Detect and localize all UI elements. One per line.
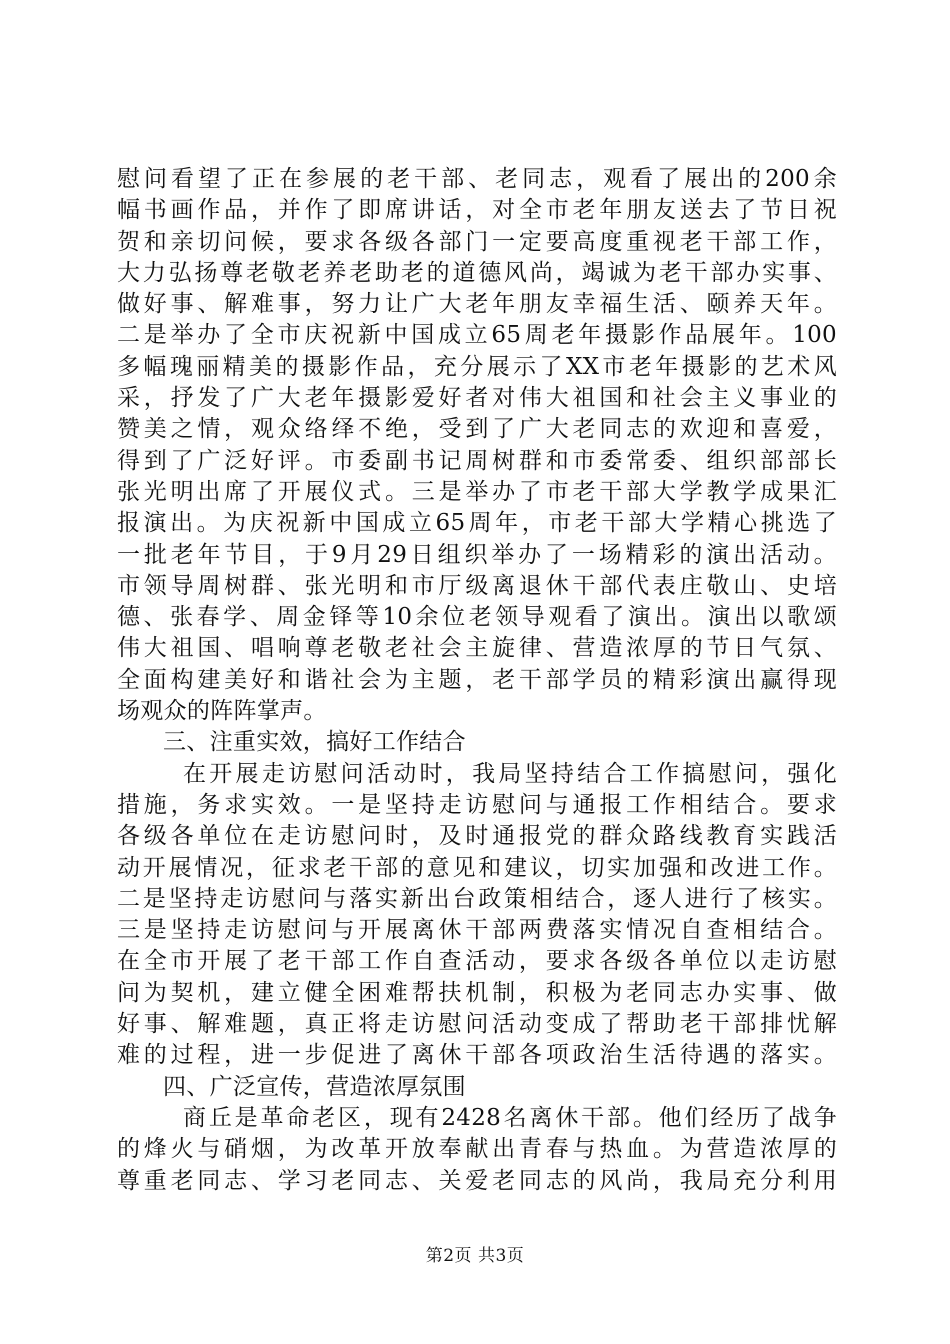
text-line: 采，抒发了广大老年摄影爱好者对伟大祖国和社会主义事业的 [117, 385, 837, 412]
document-body [117, 164, 837, 1197]
text-line: 问为契机，建立健全困难帮扶机制，积极为老同志办实事、做 [117, 979, 837, 1006]
text-line: 二是坚持走访慰问与落实新出台政策相结合，逐人进行了核实。 [117, 885, 837, 912]
text-line: 措施，务求实效。一是坚持走访慰问与通报工作相结合。要求 [117, 791, 837, 818]
page-number-footer: 第2页 共3页 [425, 1246, 525, 1266]
text-line: 张光明出席了开展仪式。三是举办了市老干部大学教学成果汇 [117, 478, 837, 505]
paragraph-first-line: 商丘是革命老区，现有2428名离休干部。他们经历了战争 [183, 1104, 837, 1131]
text-line: 大力弘扬尊老敬老养老助老的道德风尚，竭诚为老干部办实事、 [117, 259, 837, 286]
text-line: 贺和亲切问候，要求各级各部门一定要高度重视老干部工作， [117, 228, 837, 255]
text-line: 三是坚持走访慰问与开展离休干部两费落实情况自查相结合。 [117, 917, 837, 944]
text-line: 伟大祖国、唱响尊老敬老社会主旋律、营造浓厚的节日气氛、 [117, 635, 837, 662]
text-line: 场观众的阵阵掌声。 [117, 698, 327, 725]
text-line: 在全市开展了老干部工作自查活动，要求各级各单位以走访慰 [117, 948, 837, 975]
text-line: 各级各单位在走访慰问时，及时通报党的群众路线教育实践活 [117, 823, 837, 850]
text-line: 二是举办了全市庆祝新中国成立65周老年摄影作品展年。100 [117, 322, 837, 349]
text-line: 德、张春学、周金铎等10余位老领导观看了演出。演出以歌颂 [117, 604, 837, 631]
section-heading: 四、广泛宣传，营造浓厚氛围 [163, 1073, 466, 1100]
text-line: 多幅瑰丽精美的摄影作品，充分展示了XX市老年摄影的艺术风 [117, 353, 837, 380]
text-line: 慰问看望了正在参展的老干部、老同志，观看了展出的200余 [117, 166, 837, 192]
text-line: 幅书画作品，并作了即席讲话，对全市老年朋友送去了节日祝 [117, 197, 837, 224]
text-line: 尊重老同志、学习老同志、关爱老同志的风尚，我局充分利用 [117, 1167, 837, 1194]
text-line: 赞美之情，观众络绎不绝，受到了广大老同志的欢迎和喜爱， [117, 416, 837, 443]
text-line: 好事、解难题，真正将走访慰问活动变成了帮助老干部排忧解 [117, 1011, 837, 1038]
text-line: 动开展情况，征求老干部的意见和建议，切实加强和改进工作。 [117, 854, 837, 881]
text-line: 市领导周树群、张光明和市厅级离退休干部代表庄敬山、史培 [117, 572, 837, 599]
text-line: 报演出。为庆祝新中国成立65周年，市老干部大学精心挑选了 [117, 510, 837, 537]
section-heading: 三、注重实效，搞好工作结合 [163, 729, 466, 756]
paragraph-first-line: 在开展走访慰问活动时，我局坚持结合工作搞慰问，强化 [183, 760, 837, 787]
text-line: 难的过程，进一步促进了离休干部各项政治生活待遇的落实。 [117, 1042, 837, 1069]
text-line: 一批老年节目，于9月29日组织举办了一场精彩的演出活动。 [117, 541, 837, 568]
text-line: 的烽火与硝烟，为改革开放奉献出青春与热血。为营造浓厚的 [117, 1136, 837, 1163]
text-line: 做好事、解难事，努力让广大老年朋友幸福生活、颐养天年。 [117, 291, 837, 318]
text-line: 全面构建美好和谐社会为主题，老干部学员的精彩演出赢得现 [117, 666, 837, 693]
text-line: 得到了广泛好评。市委副书记周树群和市委常委、组织部部长 [117, 447, 837, 474]
